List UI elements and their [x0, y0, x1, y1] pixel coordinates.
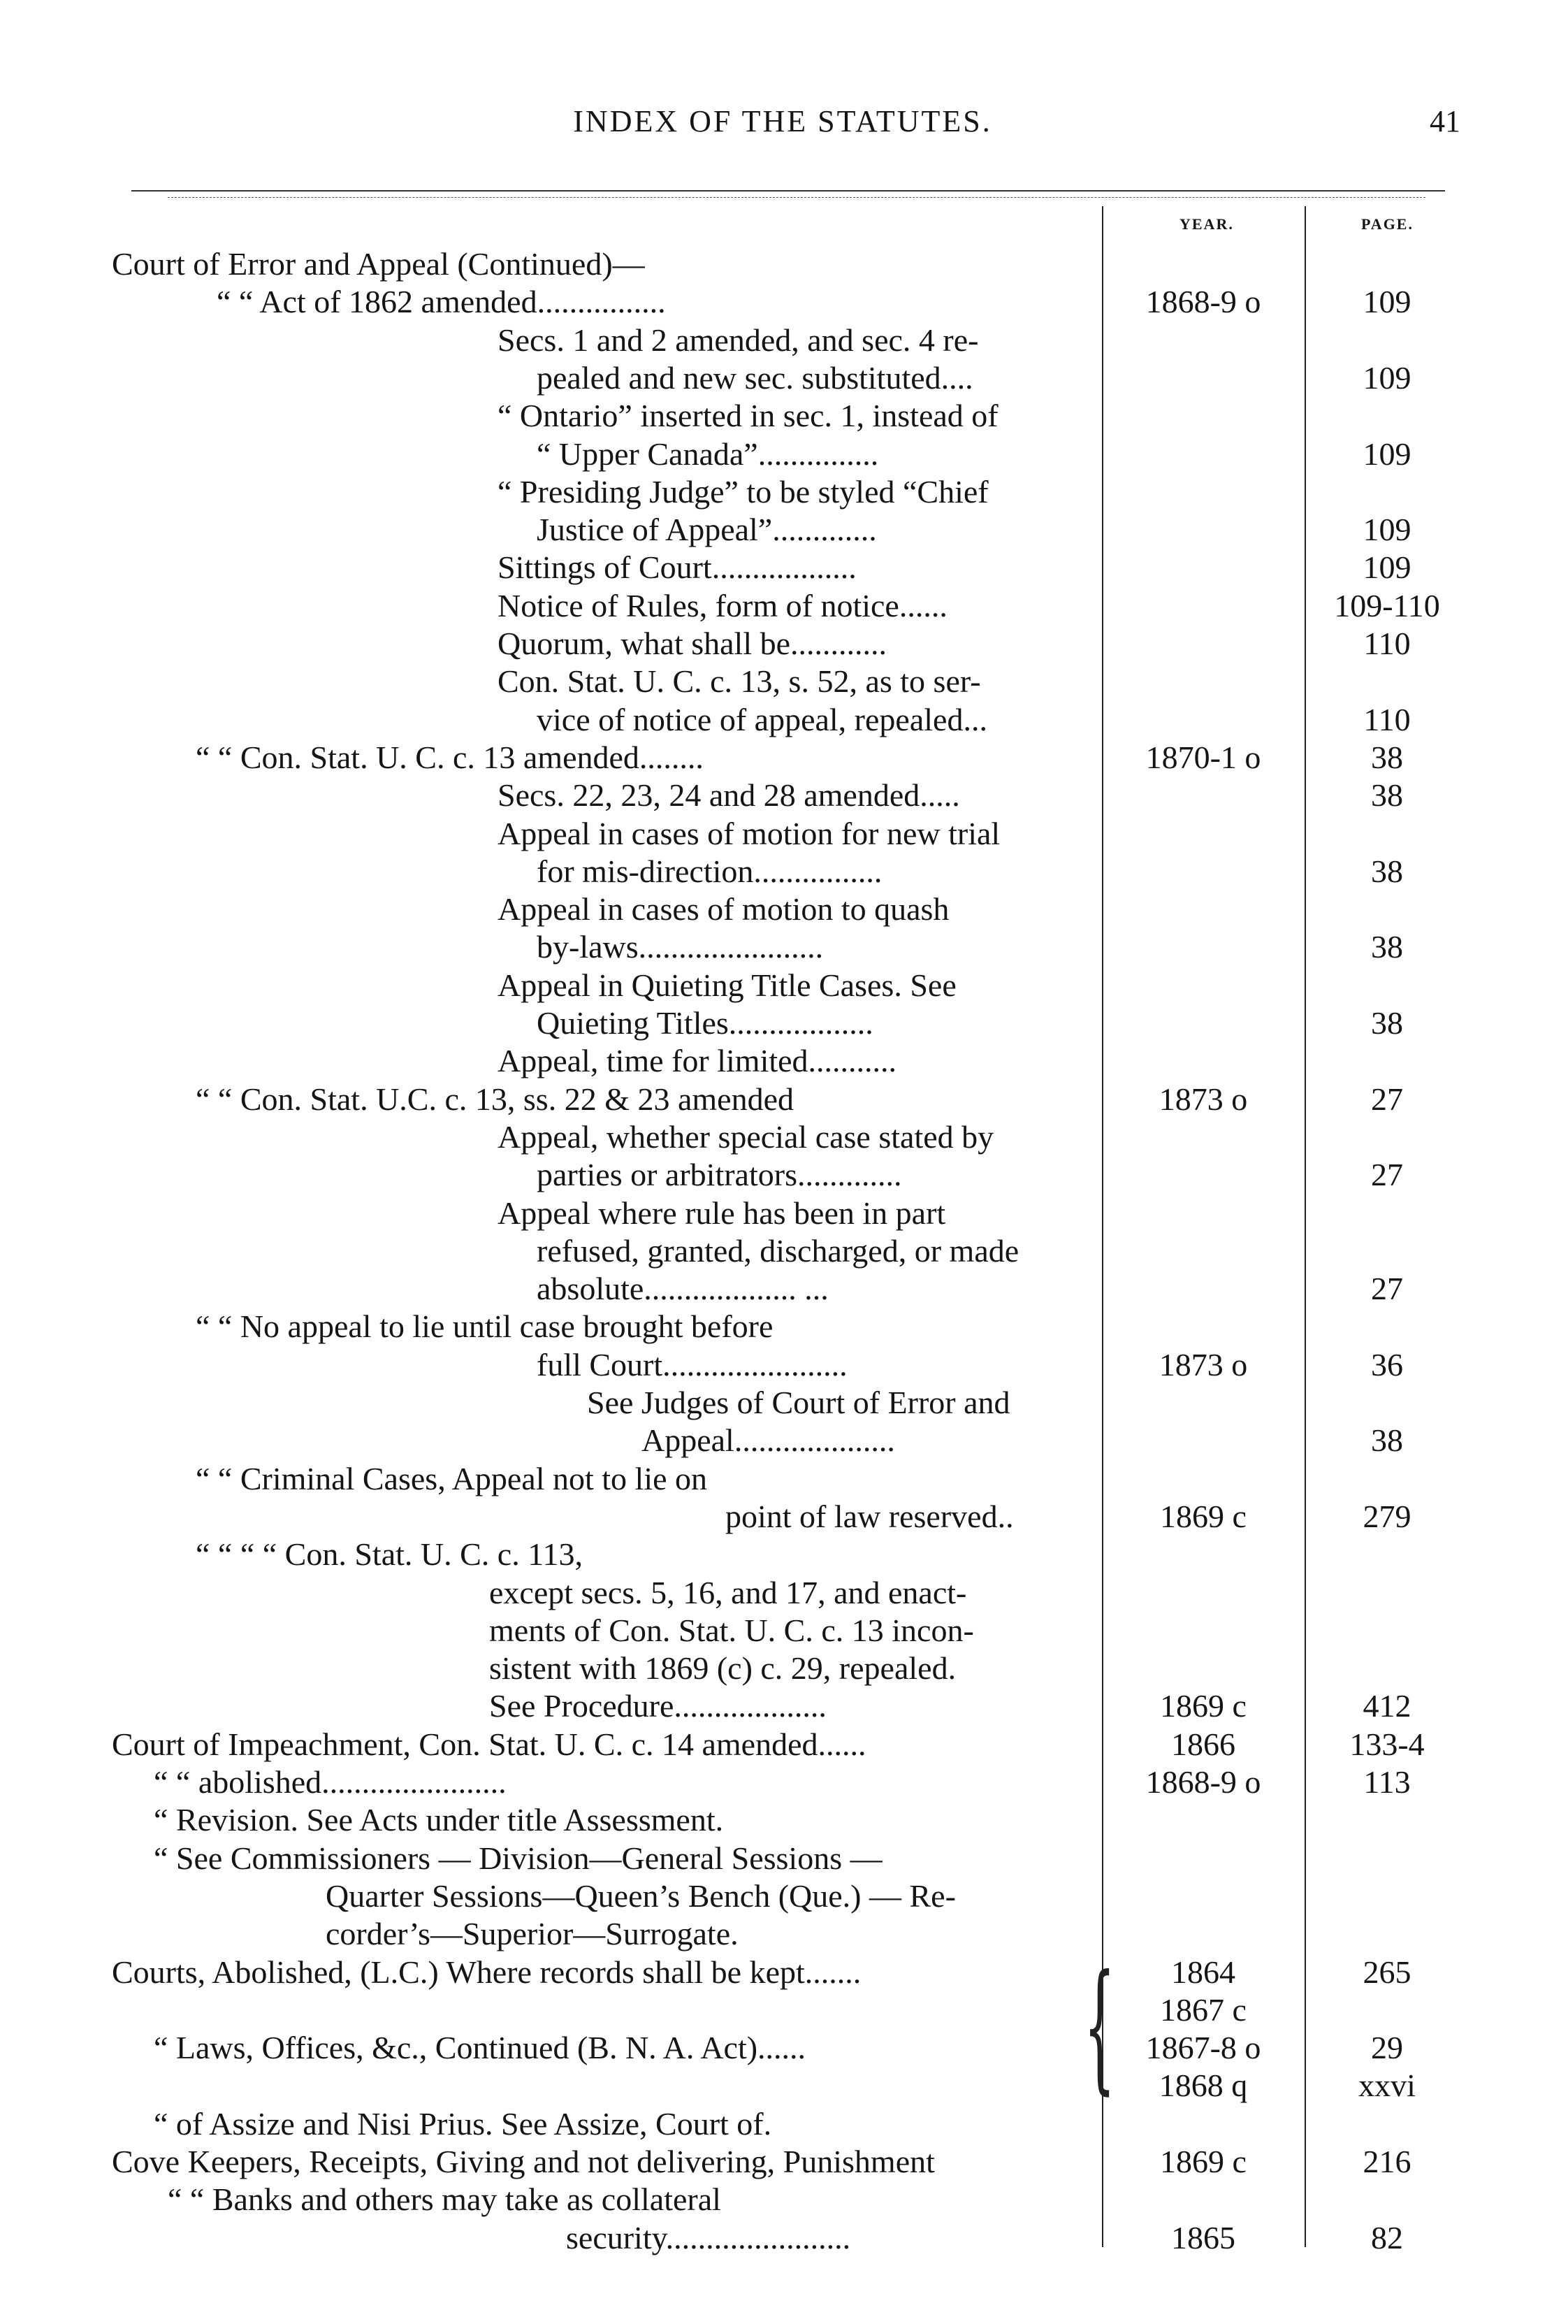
index-entry-row — [0, 1345, 1568, 1385]
entry-page: 27 — [1371, 1157, 1403, 1193]
entry-page: 109 — [1363, 435, 1411, 472]
entry-text: vice of notice of appeal, repealed... — [537, 701, 987, 737]
entry-text: “ “ Act of 1862 amended................ — [217, 284, 666, 320]
entry-text: Notice of Rules, form of notice...... — [498, 587, 948, 623]
entry-text: for mis-direction................ — [537, 853, 883, 889]
index-entry-row — [0, 435, 1568, 474]
header-rule — [131, 190, 1445, 192]
entry-text: “ “ Criminal Cases, Appeal not to lie on — [196, 1460, 708, 1496]
entry-text: Quieting Titles.................. — [537, 1005, 873, 1041]
entry-text: by-laws....................... — [537, 929, 824, 965]
index-entry-row — [0, 282, 1568, 322]
entry-page: 38 — [1371, 1005, 1403, 1041]
entry-text: “ Ontario” inserted in sec. 1, instead of — [498, 398, 999, 434]
entry-text: “ “ “ “ Con. Stat. U. C. c. 113, — [196, 1536, 583, 1573]
year-column-header: YEAR. — [1179, 215, 1234, 233]
entry-page: 109 — [1363, 359, 1411, 396]
index-entry-row — [0, 1421, 1568, 1460]
index-entry-row — [0, 321, 1568, 360]
index-entry-row — [0, 1497, 1568, 1536]
entry-page: 109 — [1363, 284, 1411, 320]
entry-text: Appeal in cases of motion to quash — [498, 891, 950, 928]
entry-year: 1870-1 o — [1145, 739, 1261, 775]
entry-text: security....................... — [566, 2219, 851, 2256]
entry-text: “ Laws, Offices, &c., Continued (B. N. A. Act)...... — [154, 2030, 806, 2066]
entry-text: refused, granted, discharged, or made — [537, 1232, 1019, 1269]
index-entry-row — [0, 1232, 1568, 1271]
entry-text: See Judges of Court of Error and — [587, 1385, 1010, 1420]
entry-page: 38 — [1371, 929, 1403, 965]
index-entry-row — [0, 1725, 1568, 1764]
index-entry-row — [0, 2066, 1568, 2105]
entry-text: “ See Commissioners — Division—General Sessions — — [154, 1840, 883, 1876]
entry-page: 27 — [1371, 1081, 1403, 1117]
entry-year: 1873 o — [1159, 1081, 1248, 1117]
entry-year: 1867 c — [1160, 1991, 1247, 2028]
grouping-brace: { — [1084, 1945, 1115, 2108]
entry-text: corder’s—Superior—Surrogate. — [326, 1916, 739, 1952]
entry-text: Sittings of Court.................. — [498, 549, 857, 586]
entry-page: 38 — [1371, 777, 1403, 814]
entry-year: 1869 c — [1160, 1688, 1247, 1724]
index-entry-row — [0, 662, 1568, 701]
entry-year: 1866 — [1171, 1726, 1235, 1762]
entry-text: point of law reserved.. — [725, 1498, 1014, 1534]
entry-text: “ “ Con. Stat. U. C. c. 13 amended........ — [196, 739, 704, 775]
index-entry-row — [0, 1953, 1568, 1992]
index-entry-row — [0, 1649, 1568, 1688]
index-entry-row — [0, 1004, 1568, 1043]
entry-text: Secs. 1 and 2 amended, and sec. 4 re- — [498, 322, 979, 358]
entry-page: 110 — [1363, 701, 1411, 737]
entry-text: Appeal where rule has been in part — [498, 1195, 946, 1231]
entry-page: 38 — [1371, 1422, 1403, 1459]
entry-page: 216 — [1363, 2144, 1411, 2179]
entry-text: Appeal.................... — [641, 1422, 895, 1459]
entry-text: Cove Keepers, Receipts, Giving and not delivering, Punishment — [112, 2144, 935, 2179]
index-entry-row — [0, 814, 1568, 853]
index-entry-row — [0, 966, 1568, 1005]
entry-text: “ “ abolished....................... — [154, 1764, 507, 1800]
entry-text: “ Revision. See Acts under title Assessment. — [154, 1802, 724, 1838]
index-entry-row — [0, 510, 1568, 549]
entry-page: 279 — [1363, 1498, 1411, 1534]
entry-text: Quorum, what shall be............ — [498, 626, 887, 661]
index-entry-row — [0, 1839, 1568, 1878]
entry-page: 265 — [1363, 1954, 1411, 1990]
index-entry-row — [0, 1269, 1568, 1308]
running-title: INDEX OF THE STATUTES. — [573, 104, 992, 138]
entry-text: except secs. 5, 16, and 17, and enact- — [489, 1574, 967, 1610]
entry-year: 1868-9 o — [1145, 1764, 1261, 1800]
entry-text: sistent with 1869 (c) c. 29, repealed. — [489, 1650, 957, 1687]
index-entry-row — [0, 738, 1568, 777]
entry-text: “ “ No appeal to lie until case brought before — [196, 1308, 774, 1345]
entry-text: Appeal in Quieting Title Cases. See — [498, 967, 957, 1003]
page-header — [105, 103, 1460, 152]
index-entry-row — [0, 548, 1568, 587]
entry-year: 1869 c — [1160, 1498, 1247, 1534]
index-entry-row — [0, 1155, 1568, 1195]
entry-year: 1869 c — [1160, 2144, 1247, 2179]
index-entry-row — [0, 1687, 1568, 1726]
entry-text: Court of Impeachment, Con. Stat. U. C. c. 14 amended...... — [112, 1726, 866, 1762]
entry-text: Quarter Sessions—Queen’s Bench (Que.) — Re- — [326, 1877, 956, 1914]
index-entry-row — [0, 245, 1568, 284]
index-entry-row — [0, 1763, 1568, 1802]
page-number: 41 — [1430, 104, 1460, 138]
index-entry-row — [0, 472, 1568, 512]
index-entry-row — [0, 928, 1568, 967]
entry-text: Justice of Appeal”............. — [537, 512, 877, 548]
entry-text: parties or arbitrators............. — [537, 1157, 902, 1193]
entry-text: absolute................... ... — [537, 1271, 829, 1307]
entry-text: “ “ Con. Stat. U.C. c. 13, ss. 22 & 23 amended — [196, 1081, 794, 1117]
entry-text: Appeal, whether special case stated by — [498, 1118, 994, 1155]
entry-page: 412 — [1363, 1688, 1411, 1724]
index-entry-row — [0, 852, 1568, 891]
entry-text: ments of Con. Stat. U. C. c. 13 incon- — [489, 1612, 974, 1648]
index-entry-row — [0, 700, 1568, 739]
entry-page: 133-4 — [1349, 1726, 1425, 1762]
index-entry-row — [0, 1877, 1568, 1916]
entry-page: 29 — [1371, 2030, 1403, 2066]
index-entry-row — [0, 1611, 1568, 1650]
index-entry-row — [0, 2105, 1568, 2144]
index-entry-row — [0, 586, 1568, 626]
entry-year: 1873 o — [1159, 1346, 1248, 1383]
index-entry-row — [0, 1459, 1568, 1499]
entry-page: 82 — [1371, 2219, 1403, 2256]
index-entry-row — [0, 1307, 1568, 1346]
index-entry-row — [0, 890, 1568, 929]
entry-page: 38 — [1371, 739, 1403, 775]
entry-text: full Court....................... — [537, 1346, 848, 1383]
entry-page: xxvi — [1358, 2067, 1416, 2104]
entry-text: “ Upper Canada”............... — [537, 435, 879, 472]
entry-page: 38 — [1371, 853, 1403, 889]
entry-text: Appeal, time for limited........... — [498, 1043, 897, 1079]
index-entry-row — [0, 2218, 1568, 2258]
index-entry-row — [0, 1041, 1568, 1081]
entry-text: Court of Error and Appeal (Continued)— — [112, 246, 645, 282]
entry-text: “ Presiding Judge” to be styled “Chief — [498, 473, 989, 510]
entry-year: 1865 — [1171, 2219, 1235, 2256]
entry-page: 113 — [1363, 1764, 1411, 1800]
index-entry-row — [0, 776, 1568, 815]
index-entry-row — [0, 396, 1568, 435]
header-rule-dashed — [168, 197, 1425, 198]
entry-text: See Procedure................... — [489, 1688, 827, 1724]
entry-text: Con. Stat. U. C. c. 13, s. 52, as to ser- — [498, 663, 981, 700]
entry-page: 109 — [1363, 549, 1411, 586]
index-entry-row — [0, 1991, 1568, 2030]
index-entry-row — [0, 1080, 1568, 1119]
index-entry-row — [0, 359, 1568, 398]
entry-text: Appeal in cases of motion for new trial — [498, 815, 1001, 851]
index-entry-row — [0, 2028, 1568, 2067]
index-entry-row — [0, 2180, 1568, 2219]
index-entry-row — [0, 1194, 1568, 1233]
index-entry-row — [0, 1914, 1568, 1954]
entry-year: 1864 — [1171, 1954, 1235, 1990]
entry-year: 1867-8 o — [1145, 2030, 1261, 2066]
entry-text: “ “ Banks and others may take as collateral — [168, 2181, 721, 2218]
index-entry-row — [0, 1383, 1568, 1422]
entry-text: Secs. 22, 23, 24 and 28 amended..... — [498, 777, 960, 814]
entry-year: 1868 q — [1159, 2067, 1248, 2104]
entry-page: 27 — [1371, 1271, 1403, 1307]
entry-text: “ of Assize and Nisi Prius. See Assize, Court of. — [154, 2105, 772, 2142]
index-entry-row — [0, 1573, 1568, 1612]
entry-page: 110 — [1363, 626, 1411, 661]
index-entry-row — [0, 1118, 1568, 1157]
entry-text: pealed and new sec. substituted.... — [537, 359, 973, 396]
index-entry-row — [0, 1800, 1568, 1840]
entry-page: 109-110 — [1334, 587, 1440, 623]
entry-page: 36 — [1371, 1346, 1403, 1383]
entry-year: 1868-9 o — [1145, 284, 1261, 320]
index-entry-row — [0, 624, 1568, 663]
page-column-header: PAGE. — [1361, 215, 1414, 233]
entry-text: Courts, Abolished, (L.C.) Where records shall be kept....... — [112, 1954, 862, 1990]
index-entry-row — [0, 1535, 1568, 1574]
entry-page: 109 — [1363, 512, 1411, 548]
index-entry-row — [0, 2142, 1568, 2181]
